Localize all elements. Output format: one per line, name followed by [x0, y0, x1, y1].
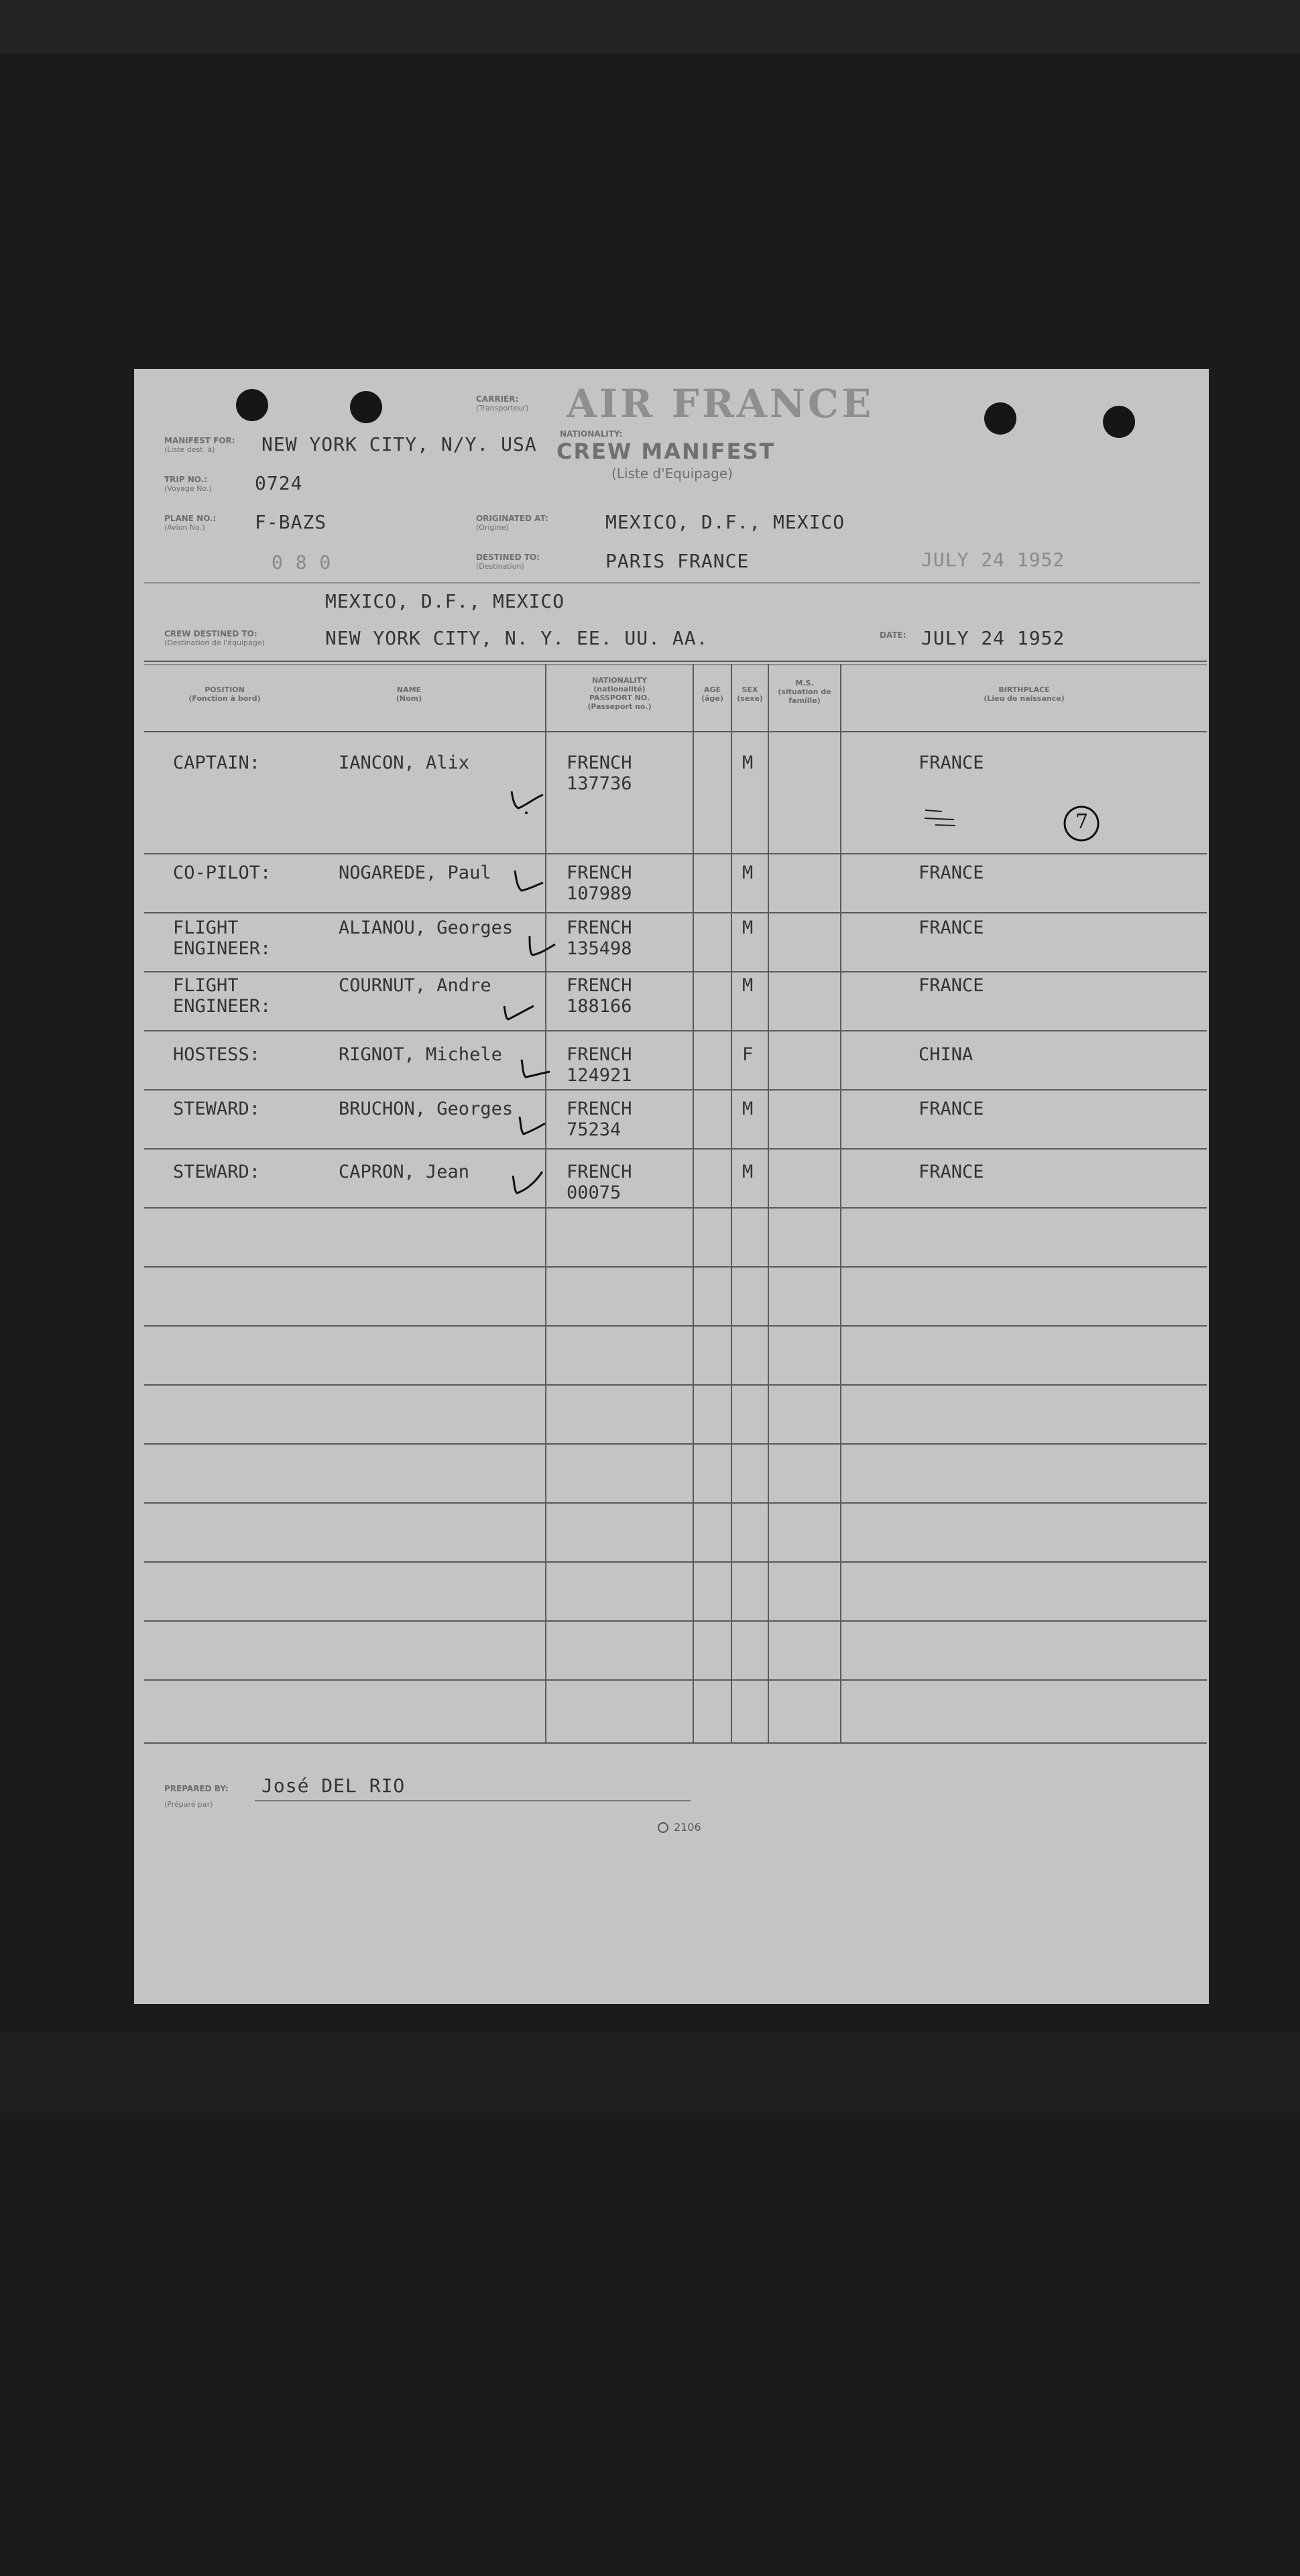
manifest-title-sub: (Liste d'Equipage) [611, 465, 733, 482]
row-border [144, 1502, 1207, 1504]
punch-hole [350, 391, 382, 423]
faded-date-value: JULY 24 1952 [921, 549, 1065, 571]
handwritten-count: 7 [1075, 810, 1089, 834]
crew-manifest-sheet [134, 369, 1209, 2004]
scan-bottom-band [0, 2032, 1300, 2113]
faded-left-value: 0 8 0 [272, 551, 332, 573]
trip-no-value: 0724 [255, 472, 303, 494]
checkmark-icon [506, 1164, 546, 1200]
row-border [144, 1679, 1207, 1681]
crew-position: HOSTESS: [173, 1044, 261, 1065]
row-border [144, 1266, 1207, 1268]
manifest-for-value: NEW YORK CITY, N/Y. USA [261, 433, 537, 455]
row-border [144, 853, 1207, 854]
crew-passport: 00075 [567, 1182, 622, 1203]
nationality-label: NATIONALITY: [560, 429, 623, 439]
crew-nationality: FRENCH [567, 1162, 632, 1182]
row-border [144, 1089, 1207, 1090]
crew-sex: M [742, 975, 754, 996]
row-border [144, 971, 1207, 972]
crew-nationality: FRENCH [567, 752, 632, 773]
column-divider-ms [768, 664, 769, 1744]
prepared-by-value: José DEL RIO [261, 1775, 406, 1797]
plane-no-value: F-BAZS [255, 511, 327, 533]
manifest-for-label: MANIFEST FOR: (Liste dest. à) [164, 436, 235, 454]
table-header-border [144, 664, 1207, 665]
column-header-position: POSITION (Fonction à bord) [188, 685, 261, 703]
date-value: JULY 24 1952 [921, 627, 1065, 649]
column-header-bottom [144, 731, 1207, 732]
crew-name: IANCON, Alix [339, 752, 470, 773]
crew-destined-label: CREW DESTINED TO: (Destination de l'équipage) [164, 629, 265, 647]
checkmark-icon [506, 771, 546, 818]
crew-destined-value: NEW YORK CITY, N. Y. EE. UU. AA. [325, 627, 709, 649]
crew-name: COURNUT, Andre [339, 975, 491, 996]
row-border [144, 1148, 1207, 1150]
checkmark-icon [516, 1053, 553, 1086]
table-bottom-border [144, 1742, 1207, 1744]
destined-value: PARIS FRANCE [605, 550, 750, 572]
column-header-nationality: NATIONALITY (nationalité) PASSPORT NO. (Passeport no.) [587, 676, 652, 711]
destined-label: DESTINED TO: (Destination) [476, 553, 540, 571]
header-divider [144, 582, 1200, 583]
checkmark-icon [513, 1110, 550, 1143]
crew-birthplace: FRANCE [919, 975, 984, 996]
crew-nationality: FRENCH [567, 975, 632, 996]
column-header-birthplace: BIRTHPLACE (Lieu de naissance) [984, 685, 1065, 703]
crew-name: CAPRON, Jean [339, 1162, 470, 1182]
row-border [144, 912, 1207, 913]
carrier-label: CARRIER: (Transporteur) [476, 394, 529, 412]
carrier-name: AIR FRANCE [567, 381, 874, 427]
column-header-marital: M.S. (situation de famille) [778, 679, 831, 705]
crew-birthplace: FRANCE [919, 917, 984, 938]
crew-nationality: FRENCH [567, 1099, 632, 1119]
crew-position: CO-PILOT: [173, 862, 272, 883]
union-label-icon [657, 1822, 669, 1834]
checkmark-icon [523, 932, 560, 966]
crew-position: STEWARD: [173, 1099, 261, 1119]
column-divider-name [545, 664, 546, 1744]
crew-passport: 137736 [567, 773, 632, 794]
column-divider-sex [731, 664, 732, 1744]
originated-label: ORIGINATED AT: (Origine) [476, 514, 548, 532]
crew-name: RIGNOT, Michele [339, 1044, 502, 1065]
row-border [144, 1443, 1207, 1445]
crew-sex: M [742, 1099, 754, 1119]
crew-birthplace: FRANCE [919, 862, 984, 883]
date-label: DATE: [880, 630, 906, 640]
crew-name: NOGAREDE, Paul [339, 862, 491, 883]
trip-no-label: TRIP NO.: (Voyage No.) [164, 475, 212, 493]
crew-sex: M [742, 1162, 754, 1182]
column-divider-birthplace [840, 664, 841, 1744]
crew-birthplace: CHINA [919, 1044, 973, 1065]
table-top-border [144, 661, 1207, 662]
column-header-name: NAME (Nom) [396, 685, 422, 703]
crew-birthplace: FRANCE [919, 1099, 984, 1119]
punch-hole [984, 402, 1016, 435]
crew-embarked-value: MEXICO, D.F., MEXICO [325, 590, 565, 612]
crew-sex: M [742, 752, 754, 773]
crew-passport: 124921 [567, 1065, 632, 1086]
crew-nationality: FRENCH [567, 1044, 632, 1065]
crew-sex: M [742, 862, 754, 883]
punch-hole [236, 389, 268, 421]
crew-sex: F [742, 1044, 754, 1065]
punch-hole [1103, 406, 1135, 438]
crew-position: FLIGHT ENGINEER: [173, 975, 272, 1017]
row-border [144, 1561, 1207, 1563]
prepared-by-underline [255, 1800, 691, 1801]
manifest-title: CREW MANIFEST [556, 439, 776, 464]
crew-position: FLIGHT ENGINEER: [173, 917, 272, 959]
originated-value: MEXICO, D.F., MEXICO [605, 511, 845, 533]
column-header-sex: SEX (sexe) [737, 685, 763, 703]
row-border [144, 1030, 1207, 1031]
crew-position: STEWARD: [173, 1162, 261, 1182]
crew-name: BRUCHON, Georges [339, 1099, 514, 1119]
crew-passport: 135498 [567, 938, 632, 959]
checkmark-icon [496, 986, 536, 1026]
crew-passport: 107989 [567, 883, 632, 904]
scan-top-band [0, 0, 1300, 54]
row-border [144, 1207, 1207, 1209]
row-border [144, 1620, 1207, 1622]
prepared-by-label: PREPARED BY: (Préparé par) [164, 1784, 229, 1809]
column-header-age: AGE (âge) [701, 685, 723, 703]
crew-passport: 75234 [567, 1119, 622, 1140]
row-border [144, 1384, 1207, 1386]
row-border [144, 1325, 1207, 1327]
crew-birthplace: FRANCE [919, 752, 984, 773]
checkmark-icon [510, 865, 546, 899]
column-divider-age [693, 664, 694, 1744]
crew-nationality: FRENCH [567, 862, 632, 883]
crew-position: CAPTAIN: [173, 752, 261, 773]
handwritten-mark-icon [922, 803, 962, 830]
crew-sex: M [742, 917, 754, 938]
crew-name: ALIANOU, Georges [339, 917, 514, 938]
crew-passport: 188166 [567, 996, 632, 1017]
crew-nationality: FRENCH [567, 917, 632, 938]
plane-no-label: PLANE NO.: (Avion No.) [164, 514, 217, 532]
crew-birthplace: FRANCE [919, 1162, 984, 1182]
form-code: 2106 [674, 1821, 701, 1834]
